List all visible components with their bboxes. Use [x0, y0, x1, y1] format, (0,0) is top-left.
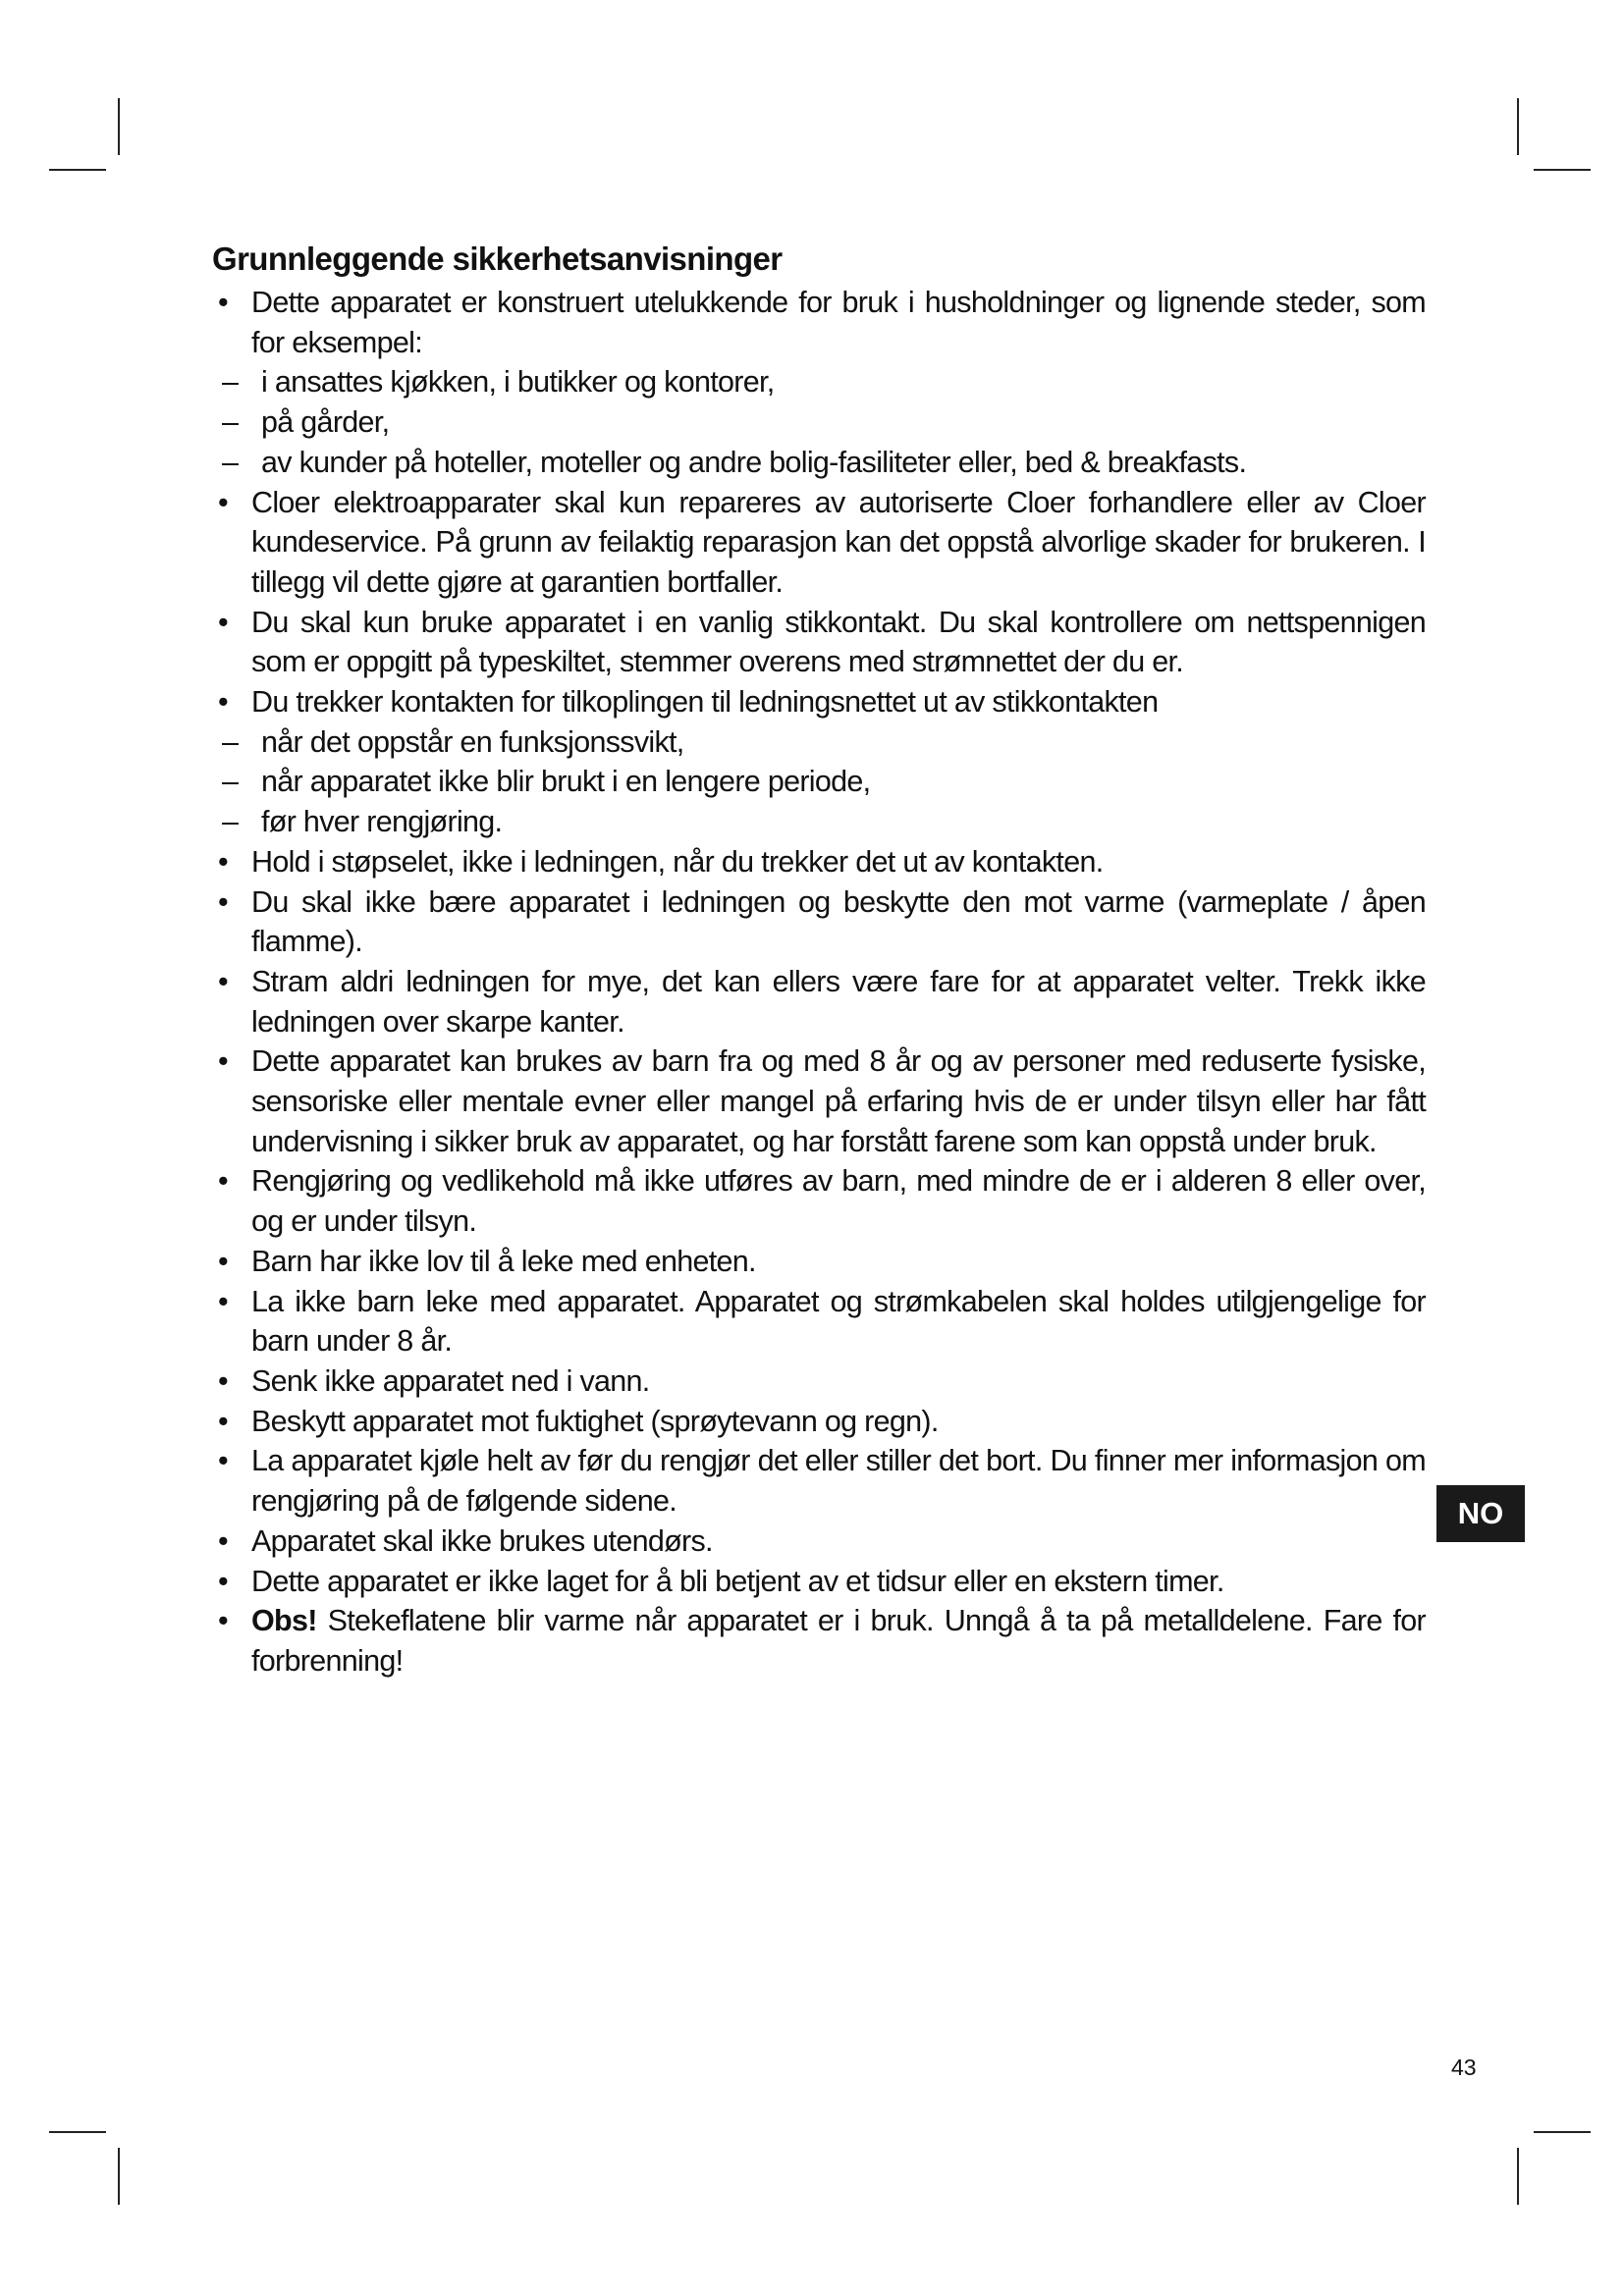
list-item-body: Du skal ikke bære apparatet i ledningen og beskytte den mot varme (varmeplate / åpen flamme).: [251, 884, 1426, 959]
bullet-icon: •: [218, 286, 228, 319]
list-item-text: [251, 1402, 1426, 1442]
sub-list-item-text: før hver rengjøring.: [261, 805, 503, 839]
list-item-text: [251, 1601, 1426, 1681]
list-item-text: [251, 283, 1426, 362]
bullet-icon: •: [218, 1604, 228, 1638]
warning-label: Obs!: [251, 1604, 317, 1638]
list-item-body: Dette apparatet er ikke laget for å bli betjent av et tidsur eller en ekstern timer.: [251, 1564, 1224, 1598]
dash-icon: –: [222, 445, 239, 479]
list-item-body: Barn har ikke lov til å leke med enheten.: [251, 1244, 756, 1278]
crop-mark-bottom-left-vertical: [118, 2148, 120, 2205]
sub-list: [222, 362, 1426, 482]
list-item: [212, 1441, 1426, 1521]
list-item-text: [251, 1562, 1426, 1602]
sub-list-item-text: når det oppstår en funksjonssvikt,: [261, 724, 684, 759]
bullet-icon: •: [218, 884, 228, 919]
dash-icon: –: [222, 405, 239, 440]
safety-instructions-section: [212, 240, 1426, 1682]
list-item-text: [251, 682, 1426, 722]
bullet-icon: •: [218, 1363, 228, 1398]
list-item-text: [251, 483, 1426, 603]
list-item-body: La ikke barn leke med apparatet. Apparatet og strømkabelen skal holdes utilgjengelige for barn under 8 år.: [251, 1284, 1426, 1359]
list-item-body: Dette apparatet kan brukes av barn fra og med 8 år og av personer med reduserte fysiske, sensoriske eller mentale evner eller mangel på erfaring hvis de er under tilsyn eller har fått undervisning i sikker bruk av apparatet, og har forstått farene som kan oppstå under bruk.: [251, 1044, 1426, 1158]
list-item-text: [251, 1362, 1426, 1402]
list-item: [212, 1282, 1426, 1362]
dash-icon: –: [222, 365, 239, 400]
crop-mark-top-right-horizontal: [1534, 169, 1591, 171]
dash-icon: –: [222, 724, 239, 759]
list-item-text: [251, 882, 1426, 962]
list-item-text: [251, 1441, 1426, 1521]
crop-mark-top-left-horizontal: [49, 169, 106, 171]
sub-list-item: [222, 443, 1426, 483]
list-item: [212, 1562, 1426, 1602]
list-item: [212, 483, 1426, 603]
list-item-body: Beskytt apparatet mot fuktighet (sprøytevann og regn).: [251, 1404, 939, 1438]
list-item-text: [251, 1522, 1426, 1562]
sub-list-item: [222, 762, 1426, 802]
list-item: [212, 962, 1426, 1041]
list-item: [212, 283, 1426, 483]
bullet-icon: •: [218, 485, 228, 519]
crop-mark-bottom-right-vertical: [1517, 2148, 1519, 2205]
list-item: [212, 1601, 1426, 1681]
list-item-body: Du skal kun bruke apparatet i en vanlig stikkontakt. Du skal kontrollere om nettspennigen som er oppgitt på typeskiltet, stemmer overens med strømnettet der du er.: [251, 605, 1426, 679]
list-item-body: La apparatet kjøle helt av før du rengjør det eller stiller det bort. Du finner mer informasjon om rengjøring på de følgende sidene.: [251, 1444, 1426, 1519]
sub-list-item: [222, 722, 1426, 763]
list-item: [212, 682, 1426, 842]
dash-icon: –: [222, 765, 239, 799]
sub-list-item: [222, 362, 1426, 402]
bullet-icon: •: [218, 1564, 228, 1598]
crop-mark-bottom-right-horizontal: [1534, 2131, 1591, 2133]
crop-mark-top-left-vertical: [118, 98, 120, 155]
page-number: 43: [1451, 2055, 1477, 2080]
list-item-body: Apparatet skal ikke brukes utendørs.: [251, 1523, 713, 1558]
list-item-body: Senk ikke apparatet ned i vann.: [251, 1363, 650, 1398]
list-item: [212, 1161, 1426, 1241]
list-item: [212, 1402, 1426, 1442]
list-item-text: [251, 1161, 1426, 1241]
list-item: [212, 1522, 1426, 1562]
crop-mark-top-right-vertical: [1517, 98, 1519, 155]
bullet-icon: •: [218, 1164, 228, 1199]
bullet-icon: •: [218, 605, 228, 639]
language-badge: NO: [1436, 1485, 1525, 1542]
list-item-text: [251, 842, 1426, 882]
sub-list-item-text: av kunder på hoteller, moteller og andre bolig-fasiliteter eller, bed & breakfasts.: [261, 445, 1247, 479]
sub-list-item-text: når apparatet ikke blir brukt i en lengere periode,: [261, 765, 871, 799]
list-item: [212, 842, 1426, 882]
list-item-body: Stram aldri ledningen for mye, det kan ellers være fare for at apparatet velter. Trekk ikke ledningen over skarpe kanter.: [251, 964, 1426, 1039]
sub-list-item-text: i ansattes kjøkken, i butikker og kontorer,: [261, 365, 775, 400]
list-item: [212, 603, 1426, 682]
sub-list: [222, 722, 1426, 842]
list-item: [212, 1242, 1426, 1282]
list-item-text: [251, 962, 1426, 1041]
dash-icon: –: [222, 805, 239, 839]
list-item: [212, 882, 1426, 962]
list-item-text: [251, 1041, 1426, 1161]
bullet-icon: •: [218, 1284, 228, 1318]
bullet-icon: •: [218, 1244, 228, 1278]
bullet-icon: •: [218, 964, 228, 998]
sub-list-item-text: på gårder,: [261, 405, 390, 440]
list-item-text: [251, 1242, 1426, 1282]
sub-list-item: [222, 402, 1426, 443]
safety-instruction-list: [212, 283, 1426, 1682]
list-item-body: Cloer elektroapparater skal kun repareres av autoriserte Cloer forhandlere eller av Cloer kundeservice. På grunn av feilaktig reparasjon kan det oppstå alvorlige skader for brukeren. I tillegg vil dette gjøre at garantien bortfaller.: [251, 485, 1426, 599]
bullet-icon: •: [218, 1444, 228, 1478]
list-item-body: Du trekker kontakten for tilkoplingen til ledningsnettet ut av stikkontakten: [251, 685, 1159, 720]
list-item-text: [251, 603, 1426, 682]
bullet-icon: •: [218, 844, 228, 879]
section-heading: Grunnleggende sikkerhetsanvisninger: [212, 240, 783, 277]
list-item-body: Dette apparatet er konstruert utelukkende for bruk i husholdninger og lignende steder, som for eksempel:: [251, 286, 1426, 359]
list-item-text: [251, 1282, 1426, 1362]
bullet-icon: •: [218, 1044, 228, 1079]
list-item-body: Stekeflatene blir varme når apparatet er i bruk. Unngå å ta på metalldelene. Fare for forbrenning!: [251, 1604, 1426, 1678]
list-item: [212, 1041, 1426, 1161]
list-item: [212, 1362, 1426, 1402]
sub-list-item: [222, 802, 1426, 842]
bullet-icon: •: [218, 1404, 228, 1438]
bullet-icon: •: [218, 685, 228, 720]
bullet-icon: •: [218, 1523, 228, 1558]
list-item-body: Hold i støpselet, ikke i ledningen, når du trekker det ut av kontakten.: [251, 844, 1104, 879]
crop-mark-bottom-left-horizontal: [49, 2131, 106, 2133]
list-item-body: Rengjøring og vedlikehold må ikke utføres av barn, med mindre de er i alderen 8 eller over, og er under tilsyn.: [251, 1164, 1426, 1239]
